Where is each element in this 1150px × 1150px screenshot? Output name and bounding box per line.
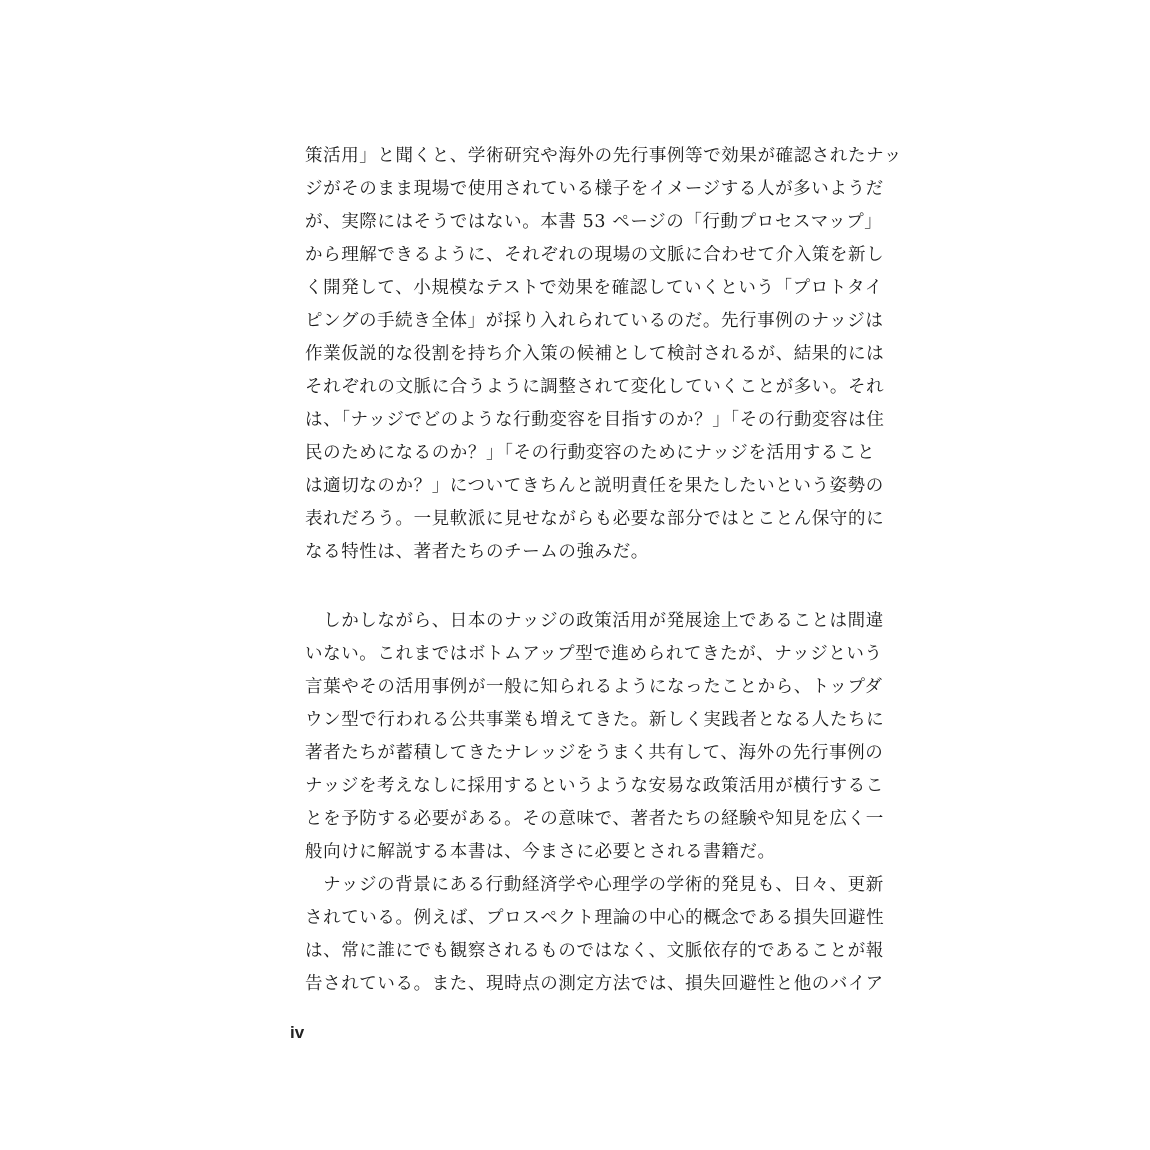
text-line: 策活用」と聞くと、学術研究や海外の先行事例等で効果が確認されたナッ [305, 146, 902, 166]
page-number: iv [290, 1023, 305, 1042]
text-line: ナッジの背景にある行動経済学や心理学の学術的発見も、日々、更新 [305, 875, 884, 895]
text-line: ナッジを考えなしに採用するというような安易な政策活用が横行するこ [305, 776, 884, 796]
text-line: いない。これまではボトムアップ型で進められてきたが、ナッジという [305, 644, 883, 664]
text-line: 告されている。また、現時点の測定方法では、損失回避性と他のバイア [305, 974, 884, 994]
text-line: は適切なのか？」についてきちんと説明責任を果たしたいという姿勢の [305, 476, 884, 496]
text-line: が、実際にはそうではない。本書 53 ページの「行動プロセスマップ」 [305, 212, 883, 232]
text-line: ウン型で行われる公共事業も増えてきた。新しく実践者となる人たちに [305, 710, 885, 730]
text-line: とを予防する必要がある。その意味で、著者たちの経験や知見を広く一 [305, 809, 884, 829]
text-line: は、「ナッジでどのような行動変容を目指すのか？」「その行動変容は住 [305, 410, 885, 430]
text-line: しかしながら、日本のナッジの政策活用が発展途上であることは間違 [305, 611, 884, 631]
text-line: 言葉やその活用事例が一般に知られるようになったことから、トップダ [305, 677, 883, 697]
text-line: から理解できるように、それぞれの現場の文脈に合わせて介入策を新し [305, 245, 885, 265]
text-line: ジがそのまま現場で使用されている様子をイメージする人が多いようだ [305, 179, 884, 199]
text-line: 著者たちが蓄積してきたナレッジをうまく共有して、海外の先行事例の [305, 743, 884, 763]
text-line: く開発して、小規模なテストで効果を確認していくという「プロトタイ [305, 278, 883, 298]
text-line: なる特性は、著者たちのチームの強みだ。 [305, 542, 649, 562]
text-line: ピングの手続き全体」が採り入れられているのだ。先行事例のナッジは [305, 311, 884, 331]
text-line: それぞれの文脈に合うように調整されて変化していくことが多い。それ [305, 377, 885, 397]
paragraph-block-2 [305, 605, 885, 1001]
text-line: 表れだろう。一見軟派に見せながらも必要な部分ではとことん保守的に [305, 509, 885, 529]
text-line: 作業仮説的な役割を持ち介入策の候補として検討されるが、結果的には [305, 344, 885, 364]
text-line: は、常に誰にでも観察されるものではなく、文脈依存的であることが報 [305, 941, 884, 961]
text-line: 民のためになるのか？」「その行動変容のためにナッジを活用すること [305, 443, 876, 463]
text-line: 般向けに解説する本書は、今まさに必要とされる書籍だ。 [305, 842, 776, 862]
paragraph-block-1 [305, 140, 902, 569]
text-line: されている。例えば、プロスペクト理論の中心的概念である損失回避性 [305, 908, 885, 928]
